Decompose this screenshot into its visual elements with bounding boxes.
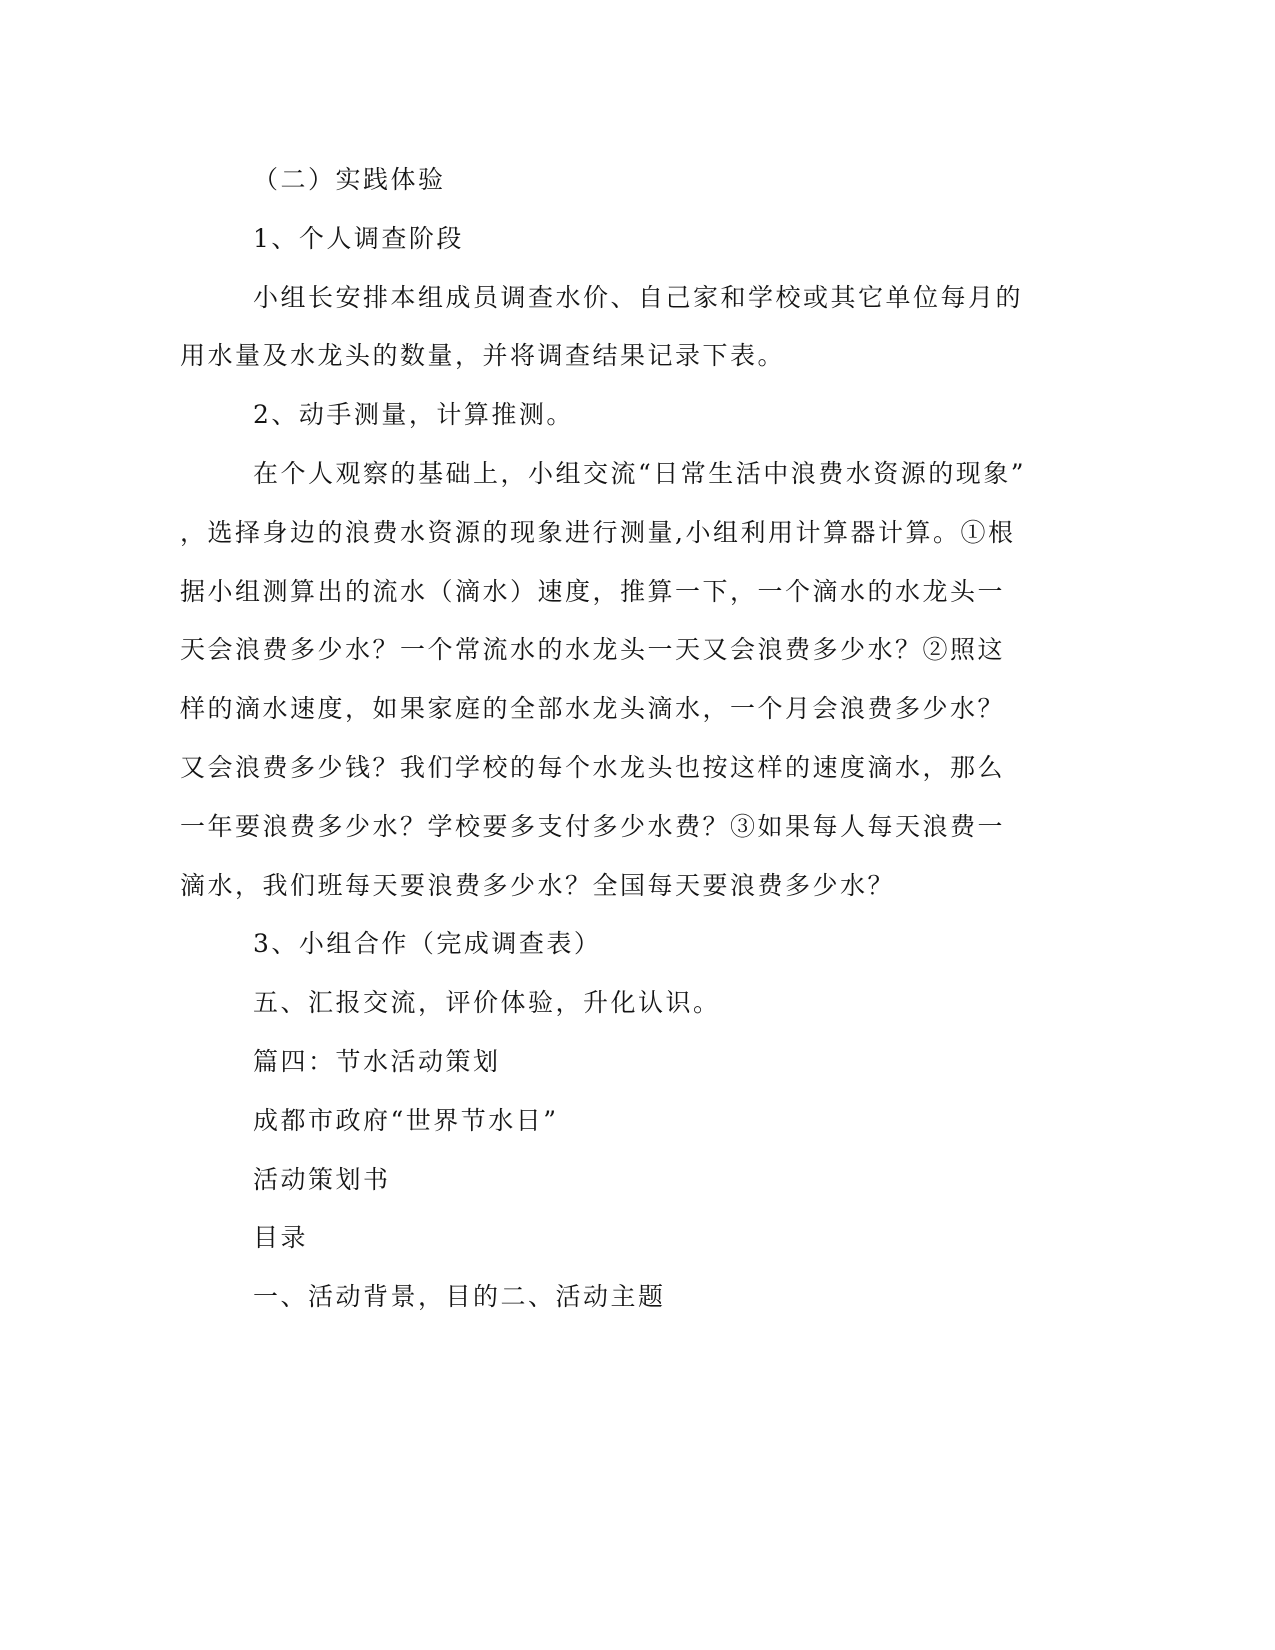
subheading-individual-survey [180,210,1180,269]
text-line: 在个人观察的基础上，小组交流“日常生活中浪费水资源的现象” [253,458,1027,488]
text-line: 据小组测算出的流水（滴水）速度，推算一下，一个滴水的水龙头一 [180,576,1006,606]
text-line: 3、小组合作（完成调查表） [253,929,602,959]
subheading-measurement [180,386,1180,445]
text-line: 一年要浪费多少水？学校要多支付多少水费？③如果每人每天浪费一 [180,811,1006,841]
text-line: 活动策划书 [253,1164,391,1194]
heading-practice-experience [180,151,1180,210]
heading-report-exchange [180,974,1180,1033]
toc-entry [180,1268,1180,1327]
text-line: 目录 [253,1223,309,1253]
paragraph-measurement-tasks [180,445,1180,915]
text-line: 滴水，我们班每天要浪费多少水？全国每天要浪费多少水？ [180,870,896,900]
text-line: （二）实践体验 [253,165,446,194]
text-line: 篇四：节水活动策划 [253,1046,501,1076]
text-line: 五、汇报交流，评价体验，升化认识。 [253,988,721,1018]
text-line: 用水量及水龙头的数量，并将调查结果记录下表。 [180,341,786,371]
heading-table-of-contents [180,1209,1180,1268]
text-line: 1、个人调查阶段 [253,223,464,253]
text-line: 又会浪费多少钱？我们学校的每个水龙头也按这样的速度滴水，那么 [180,752,1006,782]
text-line: 成都市政府“世界节水日” [253,1105,559,1135]
text-line: 2、动手测量，计算推测。 [253,400,574,430]
subheading-group-cooperation [180,915,1180,974]
text-line: 样的滴水速度，如果家庭的全部水龙头滴水，一个月会浪费多少水？ [180,694,1006,724]
text-line: 天会浪费多少水？一个常流水的水龙头一天又会浪费多少水？②照这 [180,635,1006,665]
title-chengdu-government [180,1092,1180,1151]
paragraph-survey-instructions [180,269,1180,387]
title-activity-plan [180,1151,1180,1210]
text-line: 一、活动背景，目的二、活动主题 [253,1282,666,1312]
text-line: ，选择身边的浪费水资源的现象进行测量,小组利用计算器计算。①根 [180,517,1016,547]
document-body [180,151,1180,1327]
heading-part-four [180,1033,1180,1092]
text-line: 小组长安排本组成员调查水价、自己家和学校或其它单位每月的 [253,282,1024,312]
